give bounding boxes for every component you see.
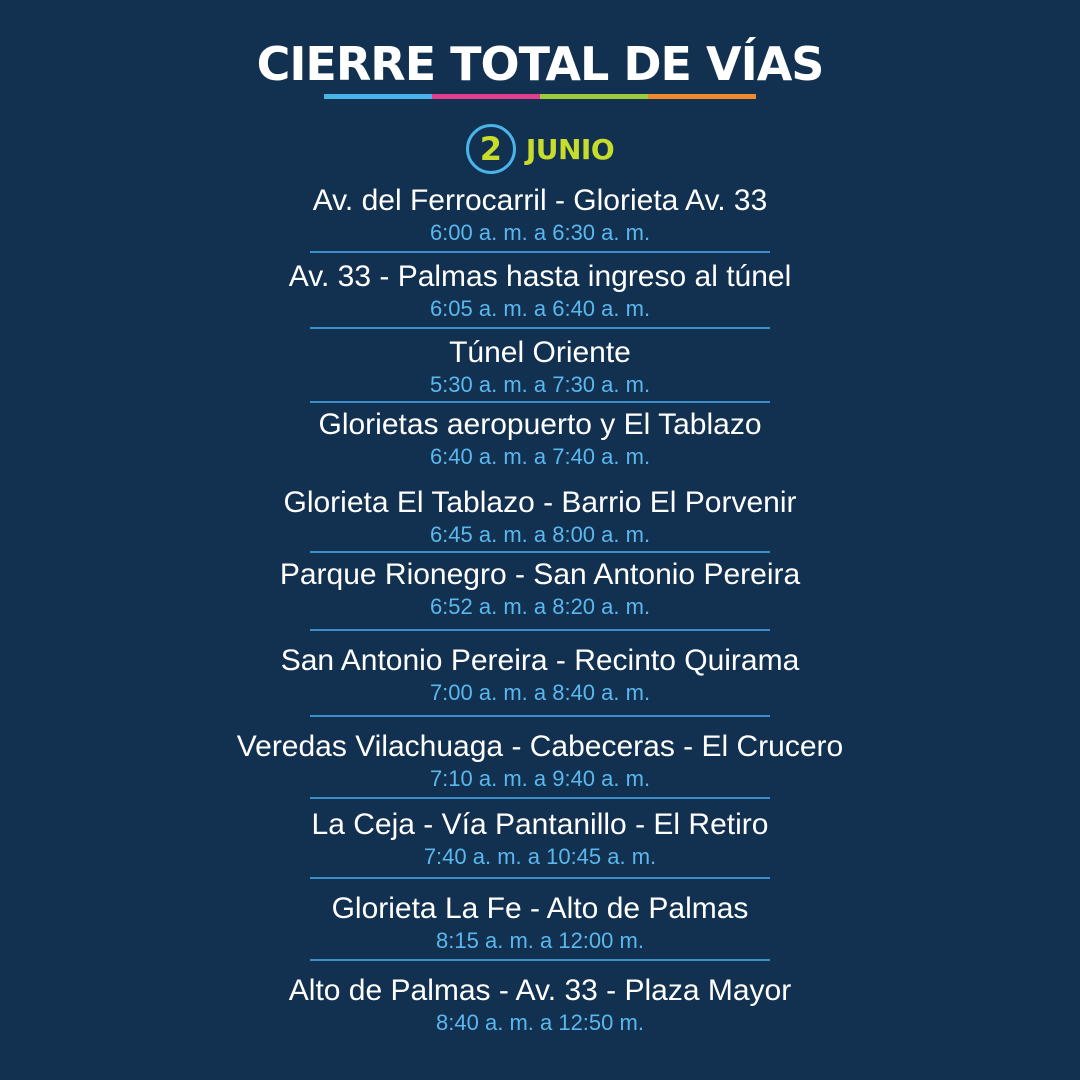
list-item: [180, 403, 900, 473]
closure-time: 6:05 a. m. a 6:40 a. m.: [429, 296, 651, 321]
closure-time: 6:00 a. m. a 6:30 a. m.: [429, 220, 651, 245]
route-name: Alto de Palmas - Av. 33 - Plaza Mayor: [288, 974, 792, 1007]
route-name: San Antonio Pereira - Recinto Quirama: [280, 644, 800, 677]
route-name: La Ceja - Vía Pantanillo - El Retiro: [311, 808, 769, 841]
list-item: [180, 183, 900, 251]
rainbow-segment-orange: [648, 94, 756, 99]
rainbow-segment-green: [540, 94, 648, 99]
closure-time: 7:40 a. m. a 10:45 a. m.: [423, 844, 657, 869]
closure-time: 8:15 a. m. a 12:00 m.: [436, 928, 644, 953]
day-number: 2: [479, 130, 502, 168]
list-item: [180, 717, 900, 797]
month-label: JUNIO: [525, 132, 615, 166]
list-item: [180, 329, 900, 401]
list-item: [180, 799, 900, 877]
list-item: [180, 475, 900, 551]
rainbow-segment-pink: [432, 94, 540, 99]
route-name: Túnel Oriente: [449, 336, 631, 369]
route-name: Glorietas aeropuerto y El Tablazo: [318, 408, 762, 441]
date-badge: [0, 121, 1080, 177]
closure-time: 8:40 a. m. a 12:50 m.: [436, 1010, 644, 1035]
list-item: [180, 961, 900, 1037]
rainbow-segment-blue: [324, 94, 432, 99]
closure-list: [0, 183, 1080, 1037]
route-name: Veredas Vilachuaga - Cabeceras - El Crucero: [236, 730, 844, 763]
day-circle-icon: [466, 124, 516, 174]
closure-time: 6:52 a. m. a 8:20 a. m.: [429, 594, 651, 619]
list-item: [180, 253, 900, 327]
route-name: Glorieta La Fe - Alto de Palmas: [331, 892, 749, 925]
closure-time: 7:10 a. m. a 9:40 a. m.: [429, 766, 651, 791]
rainbow-underline: [324, 94, 756, 99]
closure-time: 6:45 a. m. a 8:00 a. m.: [429, 522, 651, 547]
closure-time: 5:30 a. m. a 7:30 a. m.: [429, 372, 651, 397]
route-name: Av. del Ferrocarril - Glorieta Av. 33: [312, 184, 768, 217]
closure-time: 6:40 a. m. a 7:40 a. m.: [429, 444, 651, 469]
closure-time: 7:00 a. m. a 8:40 a. m.: [429, 680, 651, 705]
route-name: Glorieta El Tablazo - Barrio El Porvenir: [283, 486, 797, 519]
list-item: [180, 631, 900, 715]
list-item: [180, 879, 900, 959]
list-item: [180, 553, 900, 629]
route-name: Parque Rionegro - San Antonio Pereira: [279, 558, 801, 591]
poster-title: CIERRE TOTAL DE VÍAS: [256, 37, 824, 91]
route-name: Av. 33 - Palmas hasta ingreso al túnel: [288, 260, 792, 293]
